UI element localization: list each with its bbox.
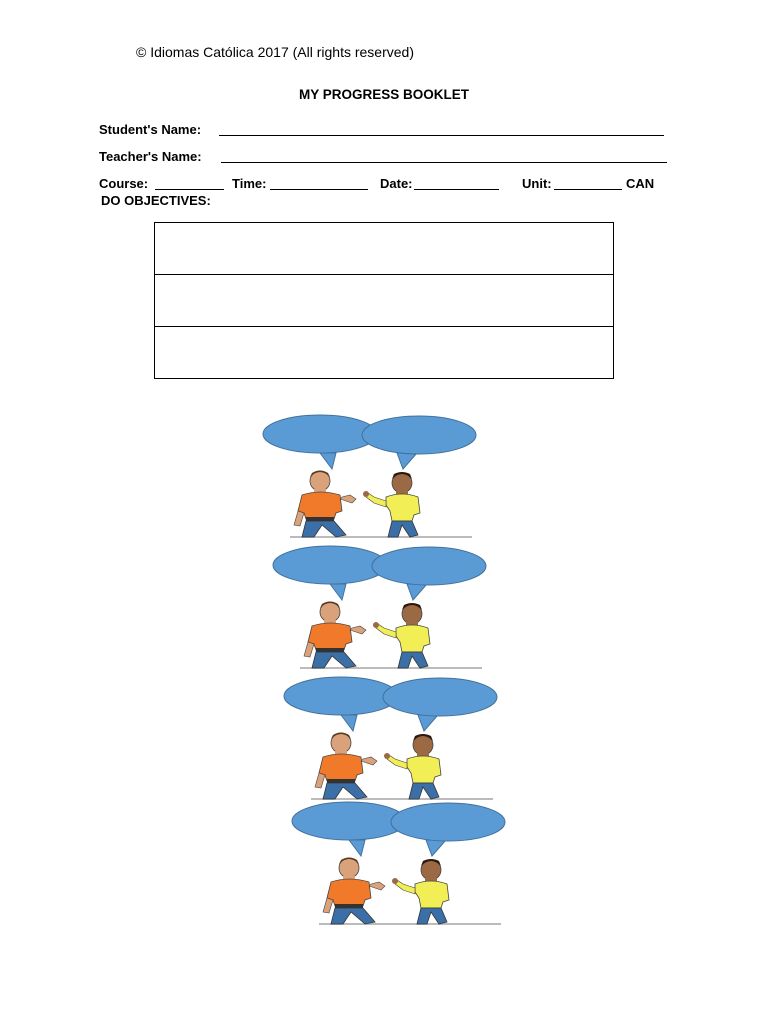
page-title: MY PROGRESS BOOKLET bbox=[298, 87, 470, 102]
objective-row-2[interactable] bbox=[155, 275, 613, 327]
date-line[interactable] bbox=[414, 189, 499, 190]
course-line[interactable] bbox=[155, 189, 224, 190]
objective-row-1[interactable] bbox=[155, 223, 613, 275]
unit-line[interactable] bbox=[554, 189, 622, 190]
can-label: CAN bbox=[626, 176, 655, 191]
student-name-line[interactable] bbox=[219, 135, 664, 136]
objective-row-3[interactable] bbox=[155, 327, 613, 378]
teacher-name-label: Teacher's Name: bbox=[99, 149, 202, 164]
teacher-name-line[interactable] bbox=[221, 162, 667, 163]
do-objectives-label: DO OBJECTIVES: bbox=[101, 193, 211, 208]
time-label: Time: bbox=[232, 176, 267, 191]
conversation-illustration bbox=[272, 544, 492, 674]
student-name-label: Student's Name: bbox=[99, 122, 202, 137]
time-line[interactable] bbox=[270, 189, 368, 190]
objectives-table bbox=[154, 222, 614, 379]
course-label: Course: bbox=[99, 176, 149, 191]
copyright-notice: © Idiomas Católica 2017 (All rights reserved) bbox=[136, 44, 414, 60]
conversation-illustration bbox=[262, 413, 482, 543]
conversation-illustration bbox=[283, 675, 503, 805]
conversation-illustration bbox=[291, 800, 511, 930]
date-label: Date: bbox=[380, 176, 413, 191]
unit-label: Unit: bbox=[522, 176, 552, 191]
